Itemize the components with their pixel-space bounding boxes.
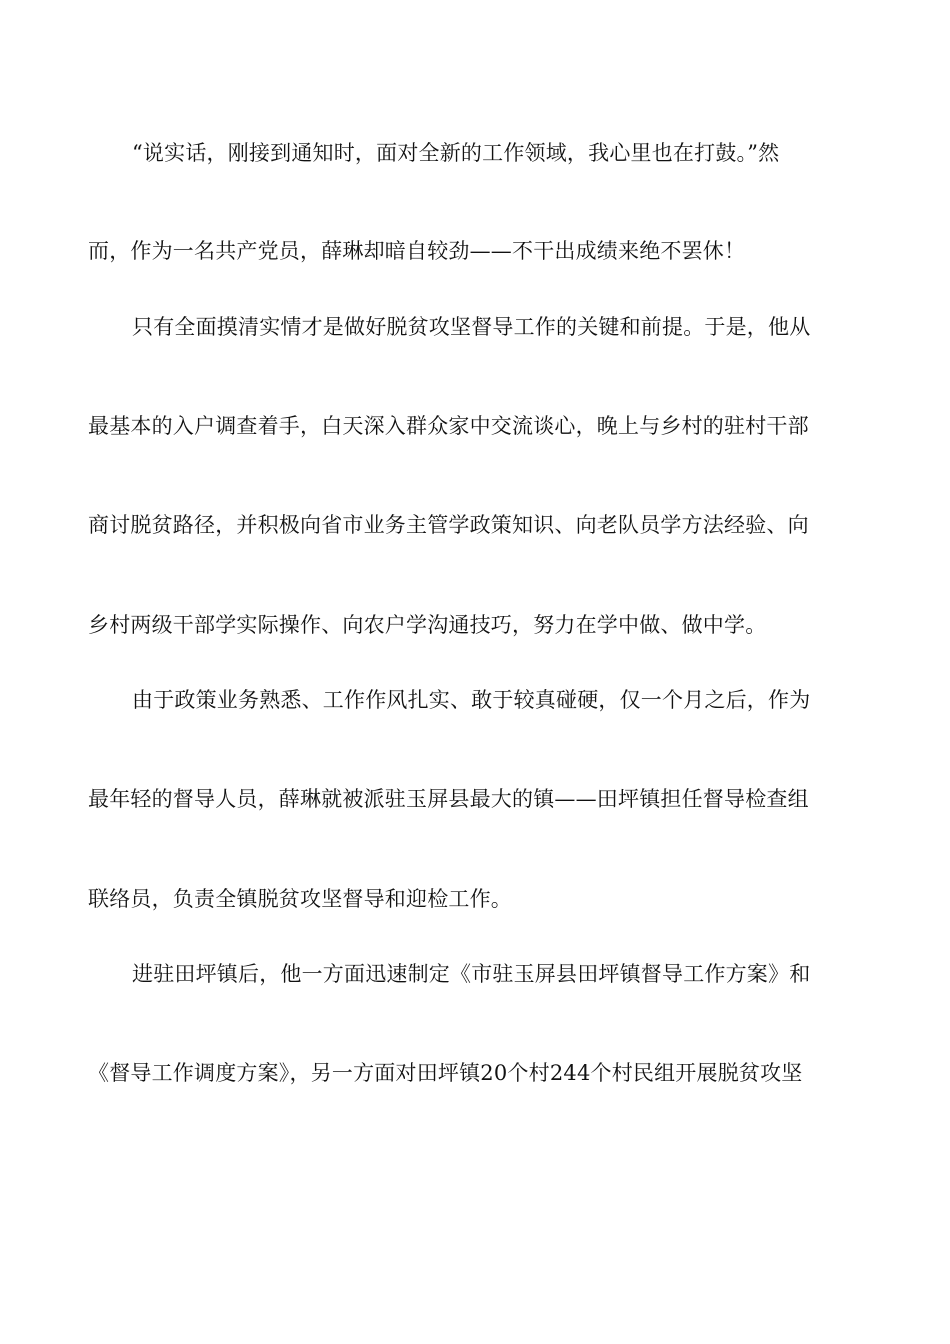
- paragraph-1-line-2: 而，作为一名共产党员，薛琳却暗自较劲——不干出成绩来绝不罢休！: [88, 239, 746, 263]
- paragraph-1-line-1: “说实话，刚接到通知时，面对全新的工作领域，我心里也在打鼓。”然: [132, 141, 780, 165]
- paragraph-2-line-2: 最基本的入户调查着手，白天深入群众家中交流谈心，晚上与乡村的驻村干部: [88, 414, 809, 438]
- paragraph-4-line-1: 进驻田坪镇后，他一方面迅速制定《市驻玉屏县田坪镇督导工作方案》和: [132, 962, 811, 986]
- paragraph-2-line-3: 商讨脱贫路径，并积极向省市业务主管学政策知识、向老队员学方法经验、向: [88, 513, 809, 537]
- paragraph-2-line-4: 乡村两级干部学实际操作、向农户学沟通技巧，努力在学中做、做中学。: [88, 613, 767, 637]
- paragraph-3-line-3: 联络员，负责全镇脱贫攻坚督导和迎检工作。: [88, 887, 512, 911]
- paragraph-3-line-1: 由于政策业务熟悉、工作作风扎实、敢于较真碰硬，仅一个月之后，作为: [132, 688, 811, 712]
- paragraph-3-line-2: 最年轻的督导人员，薛琳就被派驻玉屏县最大的镇——田坪镇担任督导检查组: [88, 787, 809, 811]
- paragraph-4-line-2: 《督导工作调度方案》，另一方面对田坪镇20个村244个村民组开展脱贫攻坚: [88, 1061, 803, 1085]
- paragraph-2-line-1: 只有全面摸清实情才是做好脱贫攻坚督导工作的关键和前提。于是，他从: [132, 315, 811, 339]
